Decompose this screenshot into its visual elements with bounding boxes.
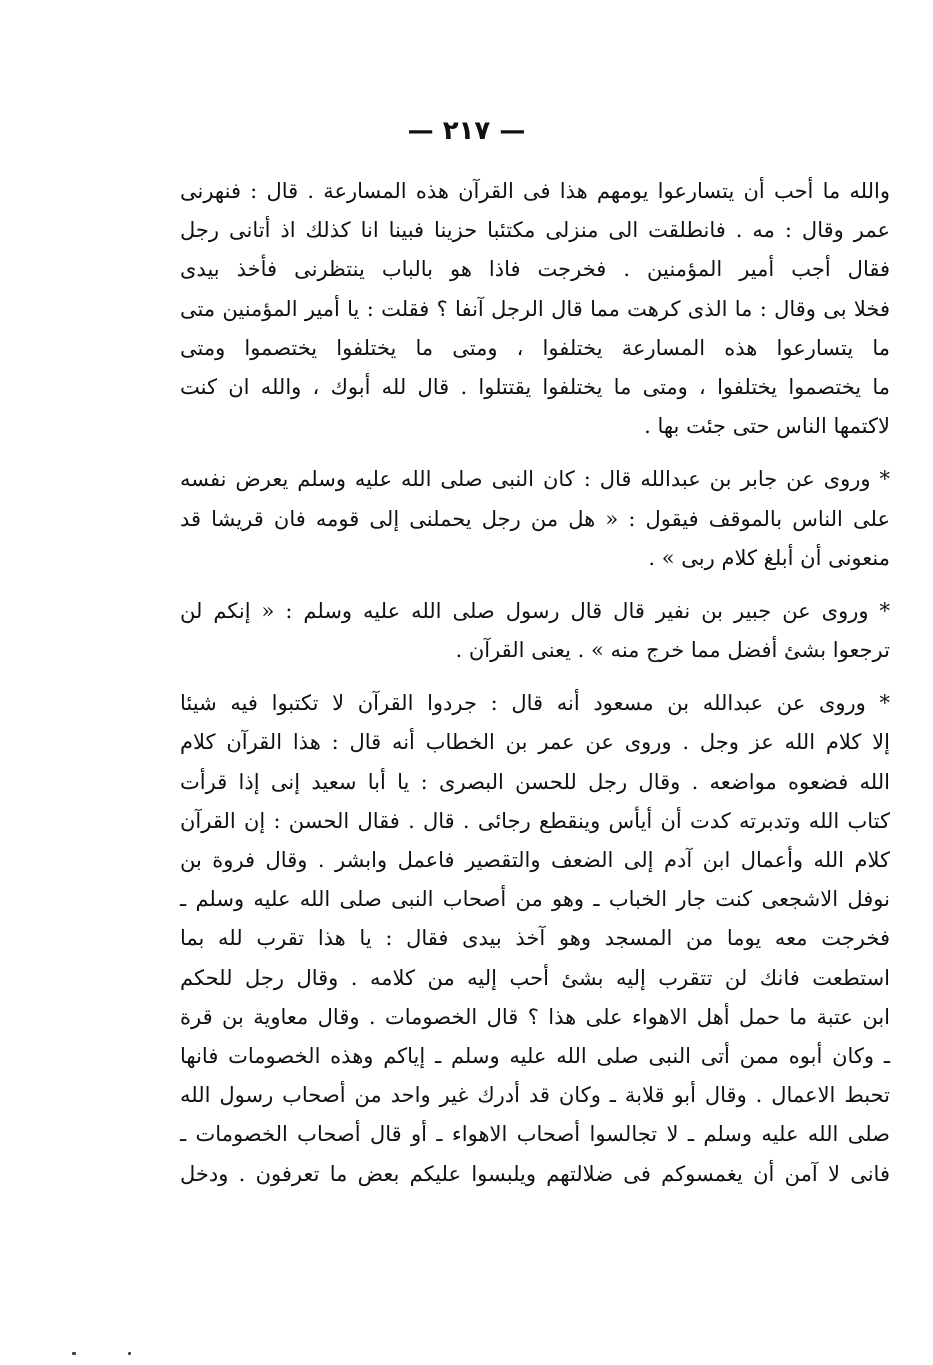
text-line: ابن عتبة ما حمل أهل الاهواء على هذا ؟ قال الخصومات . وقال معاوية بن قرة — [180, 1004, 890, 1029]
scan-speck — [72, 1352, 76, 1355]
text-line: فانى لا آمن أن يغمسوكم فى ضلالتهم ويلبسوا عليكم بعض ما تعرفون . ودخل — [180, 1161, 890, 1186]
text-line: ترجعوا بشئ أفضل مما خرج منه » . يعنى القرآن . — [455, 638, 890, 663]
text-line: * وروى عن جبير بن نفير قال قال رسول صلى الله عليه وسلم : « إنكم لن — [180, 598, 890, 623]
text-line: ما يختصموا يختلفوا ، ومتى ما يختلفوا يقتتلوا . قال لله أبوك ، والله ان كنت — [180, 374, 890, 399]
text-line: فخلا بى وقال : ما الذى كرهت مما قال الرجل آنفا ؟ فقلت : يا أمير المؤمنين متى — [180, 296, 890, 321]
text-line: تحبط الاعمال . وقال أبو قلابة ـ وكان قد أدرك غير واحد من أصحاب رسول الله — [180, 1083, 890, 1108]
body-text — [180, 172, 890, 1194]
paragraph — [180, 460, 890, 578]
text-line: * وروى عن جابر بن عبدالله قال : كان النبى صلى الله عليه وسلم يعرض نفسه — [180, 467, 890, 492]
text-line: عمر وقال : مه . فانطلقت الى منزلى مكتئبا حزينا فبينا انا كذلك اذ أتانى رجل — [180, 218, 890, 243]
text-line: والله ما أحب أن يتسارعوا يومهم هذا فى القرآن هذه المسارعة . قال : فنهرنى — [180, 179, 890, 203]
text-line: * وروى عن عبدالله بن مسعود أنه قال : جردوا القرآن لا تكتبوا فيه شيئا — [180, 691, 890, 716]
text-line: منعونى أن أبلغ كلام ربى » . — [648, 545, 890, 570]
paragraph — [180, 172, 890, 446]
page-number: — ٢١٧ — — [407, 116, 526, 146]
text-line: لاكتمها الناس حتى جئت بها . — [644, 414, 890, 439]
text-line: كلام الله وأعمال ابن آدم إلى الضعف والتقصير فاعمل وابشر . وقال فروة بن — [180, 848, 890, 872]
paragraph — [180, 684, 890, 1193]
text-line: على الناس بالموقف فيقول : « هل من رجل يحملنى إلى قومه فان قريشا قد — [180, 506, 890, 531]
paragraph-gap — [180, 578, 890, 592]
paragraph-gap — [180, 670, 890, 684]
paragraph-gap — [180, 446, 890, 460]
text-line: كتاب الله وتدبرته كدت أن أيأس وينقطع رجائى . قال . فقال الحسن : إن القرآن — [180, 808, 890, 833]
text-line: فخرجت معه يوما من المسجد وهو آخذ بيدى فقال : يا هذا تقرب لله بما — [180, 926, 890, 951]
text-line: صلى الله عليه وسلم ـ لا تجالسوا أصحاب الاهواء ـ أو قال أصحاب الخصومات ـ — [180, 1122, 890, 1147]
scan-speck — [128, 1352, 131, 1355]
text-line: الله فضعوه مواضعه . وقال رجل للحسن البصرى : يا أبا سعيد إنى إذا قرأت — [180, 769, 890, 794]
text-line: فقال أجب أمير المؤمنين . فخرجت فاذا هو بالباب ينتظرنى فأخذ بيدى — [180, 257, 890, 282]
paragraph — [180, 592, 890, 670]
text-line: نوفل الاشجعى كنت جار الخباب ـ وهو من أصحاب النبى صلى الله عليه وسلم ـ — [180, 887, 890, 912]
text-line: ما يتسارعوا هذه المسارعة يختلفوا ، ومتى ما يختلفوا يختصموا ومتى — [180, 335, 890, 360]
text-line: إلا كلام الله عز وجل . وروى عن عمر بن الخطاب أنه قال : هذا القرآن كلام — [180, 730, 890, 755]
text-line: ـ وكان أبوه ممن أتى النبى صلى الله عليه وسلم ـ إياكم وهذه الخصومات فانها — [180, 1043, 890, 1068]
text-line: استطعت فانك لن تتقرب إليه بشئ أحب إليه من كلامه . وقال رجل للحكم — [180, 965, 890, 990]
